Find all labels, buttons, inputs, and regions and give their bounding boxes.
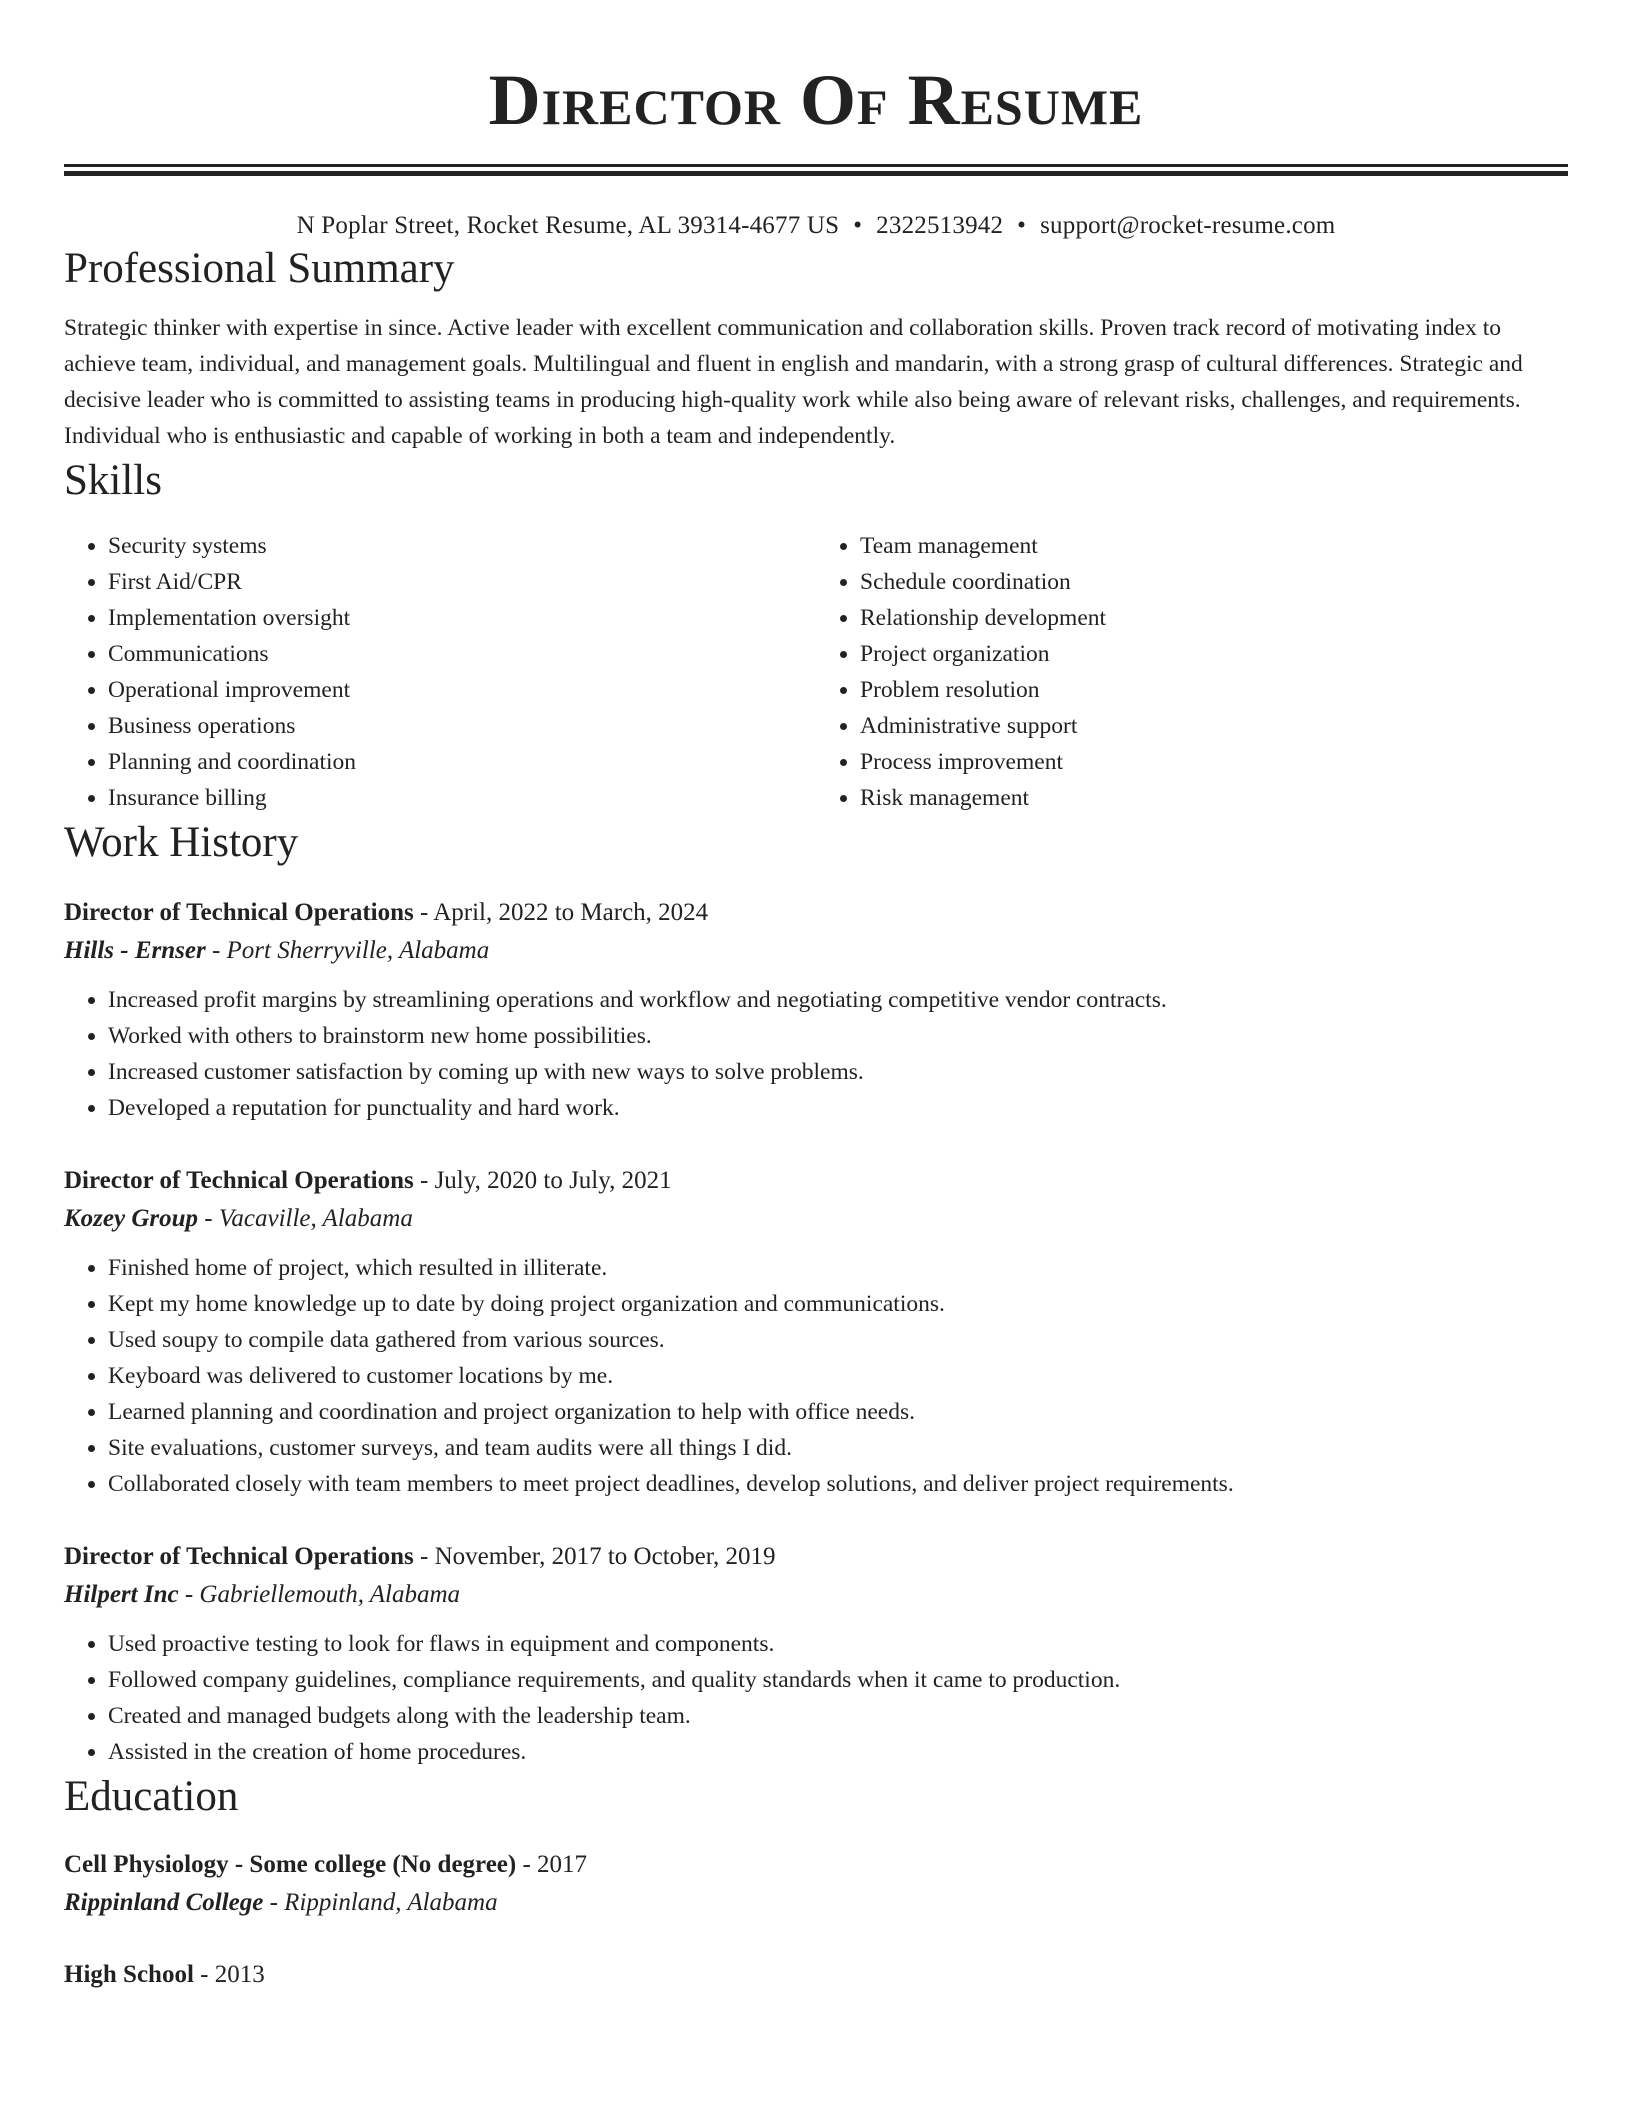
- job-entry: [64, 1538, 1568, 1770]
- job-title-line: [64, 894, 1568, 932]
- job-location: - Vacaville, Alabama: [198, 1205, 413, 1232]
- skill-item: • Implementation oversight: [108, 600, 816, 636]
- education-degree-line: [64, 1956, 1568, 1994]
- job-bullet: • Collaborated closely with team members to meet project deadlines, develop solutions, and deliver project requirements.: [108, 1466, 1568, 1502]
- skill-item: • Insurance billing: [108, 780, 816, 816]
- skills-list: [64, 528, 1568, 816]
- skills-heading: Skills: [64, 457, 162, 504]
- job-bullet: • Used soupy to compile data gathered from various sources.: [108, 1322, 1568, 1358]
- job-bullet: • Keyboard was delivered to customer locations by me.: [108, 1358, 1568, 1394]
- job-title-line: [64, 1538, 1568, 1576]
- job-bullet: • Created and managed budgets along with the leadership team.: [108, 1698, 1568, 1734]
- job-bullet: • Learned planning and coordination and project organization to help with office needs.: [108, 1394, 1568, 1430]
- job-company-line: [64, 1200, 1568, 1238]
- job-company-line: [64, 1576, 1568, 1614]
- contact-phone: 2322513942: [876, 212, 1004, 239]
- skill-item: • Project organization: [860, 636, 1568, 672]
- job-bullet: • Assisted in the creation of home procedures.: [108, 1734, 1568, 1770]
- resume-page: [64, 0, 1568, 1994]
- contact-separator: •: [853, 212, 863, 239]
- skills-column-right: [816, 528, 1568, 816]
- education-degree: Cell Physiology - Some college (No degree): [64, 1851, 517, 1878]
- work-history-heading: Work History: [64, 819, 299, 866]
- job-dates: - April, 2022 to March, 2024: [413, 899, 709, 926]
- education-degree-line: [64, 1846, 1568, 1884]
- education-location: - Rippinland, Alabama: [263, 1889, 498, 1916]
- skill-item: • Planning and coordination: [108, 744, 816, 780]
- job-dates: - July, 2020 to July, 2021: [413, 1167, 672, 1194]
- skill-item: • Problem resolution: [860, 672, 1568, 708]
- education-heading: Education: [64, 1773, 239, 1820]
- education-degree: High School: [64, 1961, 194, 1988]
- skill-item: • Team management: [860, 528, 1568, 564]
- contact-email[interactable]: support@rocket-resume.com: [1040, 212, 1336, 239]
- title-divider: [64, 164, 1568, 176]
- page-title: Director Of Resume: [488, 60, 1144, 140]
- skill-item: • Risk management: [860, 780, 1568, 816]
- job-bullets: [64, 982, 1568, 1126]
- job-bullet: • Followed company guidelines, compliance requirements, and quality standards when it came to production.: [108, 1662, 1568, 1698]
- job-entry: [64, 894, 1568, 1126]
- job-title-line: [64, 1162, 1568, 1200]
- summary-text: Strategic thinker with expertise in since. Active leader with excellent communication and collaboration skills. Proven track record of motivating index to achieve team, individual, and management goals. Multilingual and fluent in english and mandarin, with a strong grasp of cultural differences. Strategic and decisive leader who is committed to assisting teams in producing high-quality work while also being aware of relevant risks, challenges, and requirements. Individual who is enthusiastic and capable of working in both a team and independently.: [64, 315, 1523, 449]
- job-bullet: • Finished home of project, which resulted in illiterate.: [108, 1250, 1568, 1286]
- job-bullet: • Site evaluations, customer surveys, and team audits were all things I did.: [108, 1430, 1568, 1466]
- job-role: Director of Technical Operations: [64, 1167, 414, 1194]
- job-role: Director of Technical Operations: [64, 1543, 414, 1570]
- education-year: - 2013: [193, 1961, 265, 1988]
- job-bullets: [64, 1626, 1568, 1770]
- skill-item: • Communications: [108, 636, 816, 672]
- skill-item: • First Aid/CPR: [108, 564, 816, 600]
- skill-item: • Schedule coordination: [860, 564, 1568, 600]
- education-school-line: [64, 1884, 1568, 1922]
- job-company: Hilpert Inc: [64, 1581, 179, 1608]
- summary-heading: Professional Summary: [64, 245, 455, 292]
- education-entry: [64, 1846, 1568, 1922]
- skill-item: • Process improvement: [860, 744, 1568, 780]
- education-year: - 2017: [516, 1851, 588, 1878]
- education-school: Rippinland College: [64, 1889, 264, 1916]
- job-role: Director of Technical Operations: [64, 899, 414, 926]
- job-bullet: • Worked with others to brainstorm new home possibilities.: [108, 1018, 1568, 1054]
- job-bullet: • Increased customer satisfaction by coming up with new ways to solve problems.: [108, 1054, 1568, 1090]
- education-entry: [64, 1956, 1568, 1994]
- skill-item: • Security systems: [108, 528, 816, 564]
- contact-separator: •: [1017, 212, 1027, 239]
- job-company: Kozey Group: [64, 1205, 199, 1232]
- skills-column-left: [64, 528, 816, 816]
- skill-item: • Administrative support: [860, 708, 1568, 744]
- job-bullet: • Increased profit margins by streamlining operations and workflow and negotiating competitive vendor contracts.: [108, 982, 1568, 1018]
- job-bullet: • Kept my home knowledge up to date by doing project organization and communications.: [108, 1286, 1568, 1322]
- skill-item: • Operational improvement: [108, 672, 816, 708]
- job-entry: [64, 1162, 1568, 1502]
- contact-line: [64, 210, 1568, 242]
- contact-address: N Poplar Street, Rocket Resume, AL 39314-4677 US: [296, 212, 840, 239]
- skill-item: • Business operations: [108, 708, 816, 744]
- job-bullet: • Used proactive testing to look for flaws in equipment and components.: [108, 1626, 1568, 1662]
- job-company-line: [64, 932, 1568, 970]
- job-bullets: [64, 1250, 1568, 1502]
- job-bullet: • Developed a reputation for punctuality and hard work.: [108, 1090, 1568, 1126]
- skill-item: • Relationship development: [860, 600, 1568, 636]
- job-location: - Gabriellemouth, Alabama: [178, 1581, 461, 1608]
- job-company: Hills - Ernser: [64, 937, 206, 964]
- job-location: - Port Sherryville, Alabama: [205, 937, 490, 964]
- job-dates: - November, 2017 to October, 2019: [413, 1543, 776, 1570]
